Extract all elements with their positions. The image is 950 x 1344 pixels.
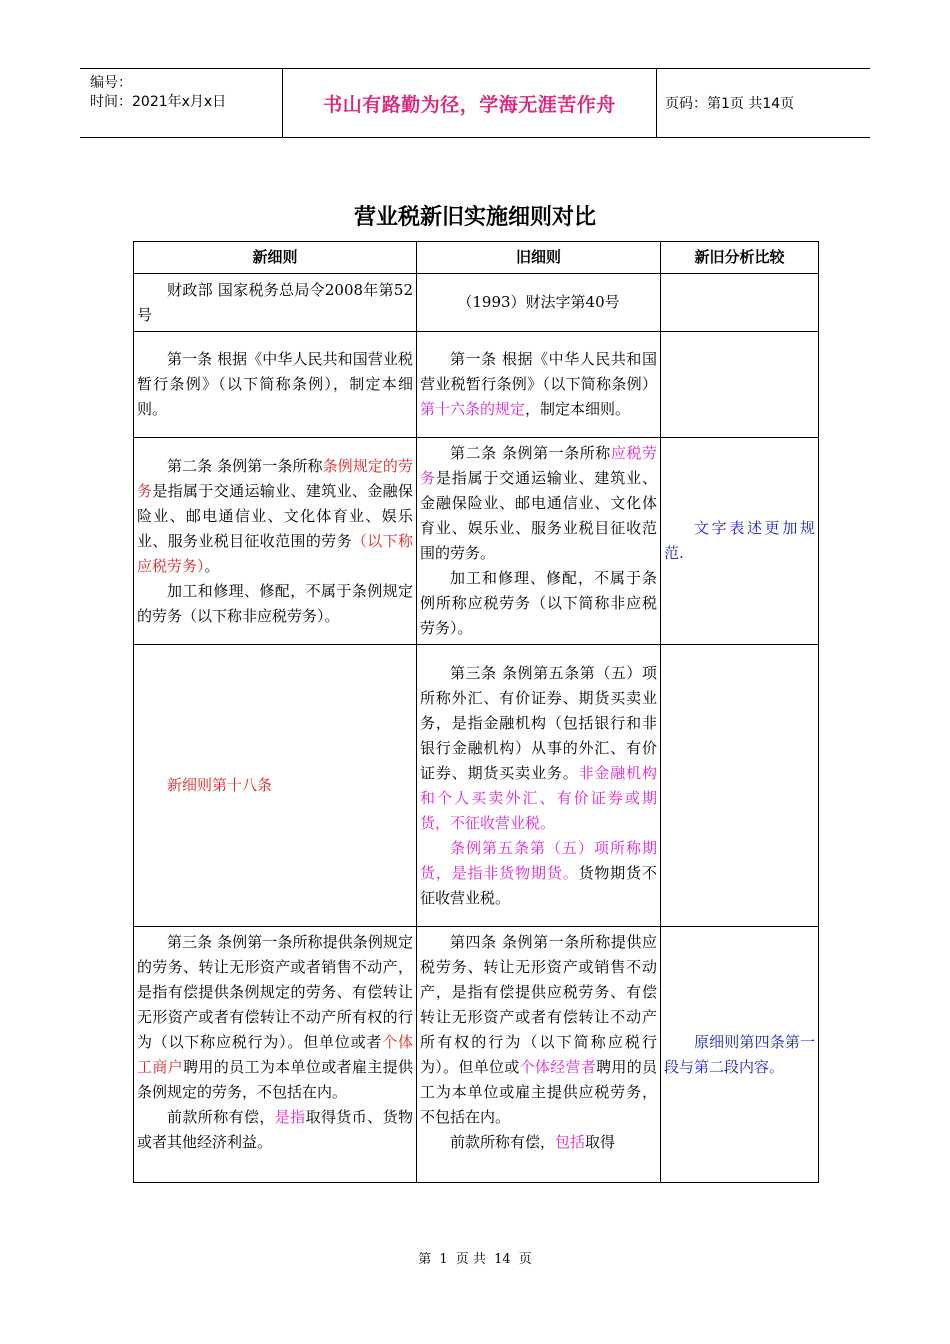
row3-new-text-p2: 加工和修理、修配，不属于条例规定的劳务（以下称非应税劳务）。 bbox=[137, 581, 413, 625]
row2-new-text: 第一条 根据《中华人民共和国营业税暂行条例》（以下简称条例），制定本细则。 bbox=[137, 350, 413, 418]
date-label: 时间：2021年x月x日 bbox=[90, 94, 227, 110]
cell-analysis bbox=[661, 645, 819, 927]
page-footer bbox=[0, 1248, 950, 1267]
cell-analysis bbox=[661, 927, 819, 1183]
footer-page-number: 1 bbox=[439, 1252, 448, 1267]
table-row bbox=[134, 438, 819, 645]
page-header bbox=[80, 68, 870, 138]
row5-old-text-p2: 前款所称有偿，包括取得 bbox=[450, 1133, 616, 1151]
row5-old-text: 第四条 条例第一条所称提供应税劳务、转让无形资产或销售不动产，是指有偿提供应税劳务、有偿转让无形资产或者有偿转让不动产所有权的行为（以下简称应税行为）。但单位或个体经营者聘用的员工为本单位或雇主提供应税劳务，不包括在内。 bbox=[420, 933, 657, 1126]
table-row bbox=[134, 927, 819, 1183]
row4-old-text-p2: 条例第五条第（五）项所称期货，是指非货物期货。货物期货不征收营业税。 bbox=[420, 838, 657, 907]
footer-text-c: 页 bbox=[518, 1252, 532, 1267]
row2-old-text: 第一条 根据《中华人民共和国营业税暂行条例》（以下简称条例）第十六条的规定，制定本细则。 bbox=[420, 350, 657, 418]
row5-new-text: 第三条 条例第一条所称提供条例规定的劳务、转让无形资产或者销售不动产，是指有偿提供条例规定的劳务、有偿转让无形资产或者有偿转让不动产所有权的行为（以下称应税行为）。但单位或者个体工商户聘用的员工为本单位或者雇主提供条例规定的劳务，不包括在内。 bbox=[137, 933, 413, 1101]
cell-old bbox=[417, 927, 661, 1183]
footer-total-pages: 14 bbox=[494, 1252, 511, 1267]
row4-new-text: 新细则第十八条 bbox=[167, 776, 273, 794]
table-header-row bbox=[134, 242, 819, 274]
row3-new-text: 第二条 条例第一条所称条例规定的劳务是指属于交通运输业、建筑业、金融保险业、邮电通信业、文化体育业、娱乐业、服务业税目征收范围的劳务（以下称应税劳务）。 bbox=[137, 456, 413, 575]
cell-new bbox=[134, 332, 417, 438]
row5-new-text-p2: 前款所称有偿，是指取得货币、货物或者其他经济利益。 bbox=[137, 1108, 413, 1151]
table-row bbox=[134, 274, 819, 332]
header-page-label: 页码：第1页 共14页 bbox=[665, 96, 795, 112]
row5-analysis-text: 原细则第四条第一段与第二段内容。 bbox=[664, 1032, 815, 1076]
cell-new bbox=[134, 927, 417, 1183]
header-old: 旧细则 bbox=[417, 242, 661, 274]
footer-text-b: 页 共 bbox=[455, 1252, 486, 1267]
cell-new bbox=[134, 645, 417, 927]
document-title: 营业税新旧实施细则对比 bbox=[353, 205, 596, 230]
cell-old bbox=[417, 332, 661, 438]
row1-old-text: （1993）财法字第40号 bbox=[457, 293, 620, 311]
header-analysis: 新旧分析比较 bbox=[661, 242, 819, 274]
motto-text: 书山有路勤为径，学海无涯苦作舟 bbox=[323, 93, 616, 116]
cell-old bbox=[417, 645, 661, 927]
header-meta bbox=[80, 69, 283, 137]
cell-new bbox=[134, 274, 417, 332]
row1-new-text: 财政部 国家税务总局令2008年第52号 bbox=[137, 280, 413, 324]
row3-old-text: 第二条 条例第一条所称应税劳务是指属于交通运输业、建筑业、金融保险业、邮电通信业、文化体育业、娱乐业、服务业税目征收范围的劳务。 bbox=[420, 444, 657, 562]
cell-old bbox=[417, 274, 661, 332]
header-new: 新细则 bbox=[134, 242, 417, 274]
cell-analysis bbox=[661, 438, 819, 645]
row3-old-text-p2: 加工和修理、修配，不属于条例所称应税劳务（以下简称非应税劳务）。 bbox=[420, 569, 657, 637]
row4-old-text: 第三条 条例第五条第（五）项所称外汇、有价证券、期货买卖业务，是指金融机构（包括银行和非银行金融机构）从事的外汇、有价证券、期货买卖业务。非金融机构和个人买卖外汇、有价证券或期货，不征收营业税。 bbox=[420, 663, 657, 832]
cell-analysis bbox=[661, 274, 819, 332]
comparison-table bbox=[133, 241, 819, 1183]
code-label: 编号： bbox=[90, 75, 132, 91]
footer-text-a: 第 bbox=[418, 1252, 432, 1267]
table-row bbox=[134, 332, 819, 438]
cell-new bbox=[134, 438, 417, 645]
row3-analysis-text: 文字表述更加规范. bbox=[664, 519, 815, 562]
header-motto bbox=[283, 69, 657, 137]
cell-analysis bbox=[661, 332, 819, 438]
table-row bbox=[134, 645, 819, 927]
cell-old bbox=[417, 438, 661, 645]
